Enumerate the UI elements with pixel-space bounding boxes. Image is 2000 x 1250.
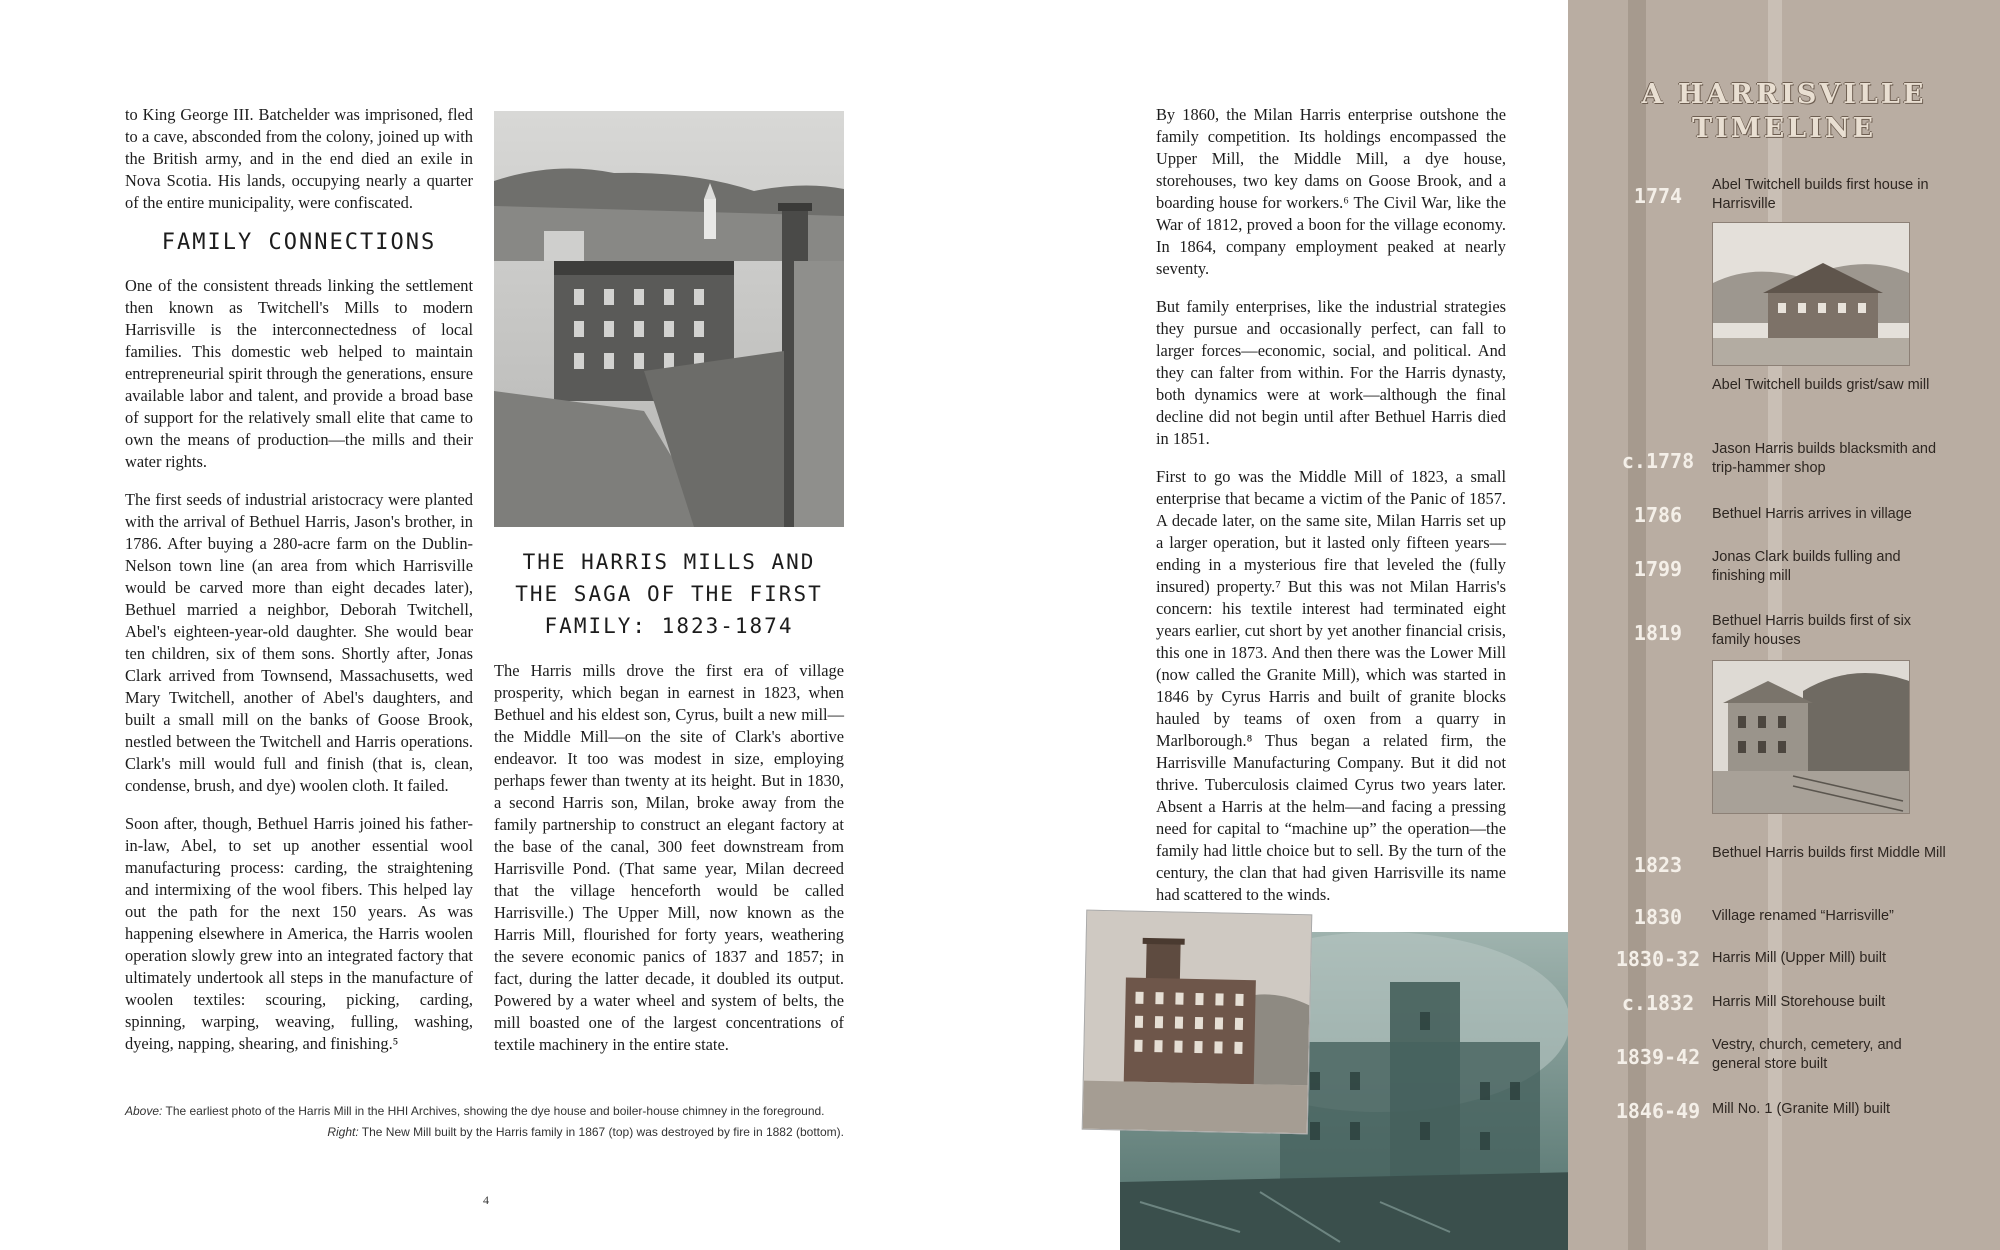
- harris-house-illustration: [1713, 661, 1909, 813]
- left-column-2: [494, 546, 844, 1072]
- new-mill-photo-illustration: [1083, 911, 1312, 1134]
- caption-above-label: Above:: [125, 1104, 163, 1118]
- paragraph: The Harris mills drove the first era of village prosperity, which began in earnest in 1823, when Bethuel and his eldest son, Cyrus, built a new mill—the Middle Mill—on the site of Clark's abortive endeavor. It too was modest in size, employing perhaps fewer than twenty at its height. But in 1830, a second Harris son, Milan, broke away from the family partnership to construct an elegant factory at the base of the canal, 300 feet downstream from Harrisville Pond. (That same year, Milan decreed that the village henceforth would be called Harrisville.) The Upper Mill, now known as the Harris Mill, flourished for forty years, weathering the severe economic panics of 1837 and 1857; in fact, during the latter decade, it doubled its output. Powered by a water wheel and system of belts, the mill boasted one of the largest concentrations of textile machinery in the entire state.: [494, 661, 844, 1054]
- timeline-sidebar: [1568, 0, 2000, 1250]
- harris-mill-photo-illustration: [494, 111, 844, 527]
- timeline-description: Bethuel Harris builds first of six family houses: [1712, 613, 1912, 648]
- paragraph: to King George III. Batchelder was imprisoned, fled to a cave, absconded from the colony, joined up with the British army, and in the end died an exile in Nova Scotia. His lands, occupying nearly a quarter of the entire municipality, were confiscated.: [125, 105, 473, 212]
- harris-house-photo: [1712, 660, 1910, 814]
- timeline-year: 1830: [1633, 905, 1683, 929]
- timeline-description: Mill No. 1 (Granite Mill) built: [1712, 1101, 1891, 1117]
- timeline-description: Bethuel Harris arrives in village: [1712, 506, 1912, 522]
- timeline-description: Abel Twitchell builds grist/saw mill: [1712, 377, 1930, 393]
- timeline-year: 1774: [1633, 184, 1683, 208]
- timeline-description: Harris Mill Storehouse built: [1712, 994, 1886, 1010]
- paragraph: The first seeds of industrial aristocracy were planted with the arrival of Bethuel Harris, Jason's brother, in 1786. After buying a 280-acre farm on the Dublin-Nelson town line (an area from which Harrisville would be carved more than eight decades later), Bethuel married a neighbor, Deborah Twitchell, Abel's eighteen-year-old daughter. She would bear ten children, six of them sons. Shortly after, Jonas Clark arrived from Townsend, Massachusetts, wed Mary Twitchell, another of Abel's daughters, and built a small mill on the banks of Goose Brook, nestled between the Twitchell and Harris operations. Clark's mill would full and finish (that is, clean, condense, brush, and dye) woolen cloth. It failed.: [125, 490, 473, 795]
- timeline-year: 1799: [1633, 557, 1683, 581]
- timeline-description: Vestry, church, cemetery, and general store built: [1712, 1037, 1902, 1072]
- caption-right: [125, 1125, 844, 1139]
- paragraph: Soon after, though, Bethuel Harris joined his father-in-law, Abel, to set up another essential wool manufacturing process: carding, the straightening and intermixing of the wool fibers. This helped lay out the path for the next 150 years. As was happening elsewhere in America, the Harris woolen operation slowly grew into an integrated factory that ultimately undertook all steps in the manufacture of woolen textiles: scouring, picking, carding, spinning, warping, weaving, fulling, washing, dyeing, napping, shearing, and finishing.⁵: [125, 814, 473, 1053]
- timeline-year: 1819: [1633, 621, 1683, 645]
- caption-above: [125, 1104, 844, 1118]
- timeline-description: Jason Harris builds blacksmith and trip-hammer shop: [1712, 441, 1937, 476]
- timeline-title-line2: TIMELINE: [1691, 113, 1877, 144]
- right-column: [1156, 104, 1506, 922]
- left-column-1: [125, 104, 473, 1071]
- timeline-description: Village renamed “Harrisville”: [1712, 908, 1894, 924]
- twitchell-house-photo: [1712, 222, 1910, 366]
- harris-mill-photo: [494, 111, 844, 527]
- new-mill-photo: [1082, 910, 1313, 1135]
- timeline-year: c.1778: [1621, 449, 1695, 473]
- timeline-description: Abel Twitchell builds first house in Harrisville: [1712, 177, 1929, 212]
- caption-right-text: The New Mill built by the Harris family in 1867 (top) was destroyed by fire in 1882 (bottom).: [361, 1125, 844, 1139]
- timeline-year: 1839-42: [1615, 1045, 1701, 1069]
- paragraph: First to go was the Middle Mill of 1823, a small enterprise that became a victim of the Panic of 1857. A decade later, on the same site, Milan Harris set up a larger operation, but it lasted only fifteen years—ending in a mysterious fire that leveled the (fully insured) property.⁷ But this was not Milan Harris's concern: his textile interest had terminated eight years earlier, cut short by yet another financial crisis, this one in 1873. And then there was the Lower Mill (now called the Granite Mill), which was started in 1846 by Cyrus Harris and built of granite blocks hauled by teams of oxen from a quarry in Marlborough.⁸ Thus began a related firm, the Harrisville Manufacturing Company. But it did not thrive. Tuberculosis claimed Cyrus two years later. Absent a Harris at the helm—and facing a pressing need for capital to “machine up” the operation—the family had little choice but to sell. By the turn of the century, the clan that had given Harrisville its name had scattered to the winds.: [1156, 467, 1506, 904]
- section-heading-harris-mills: THE HARRIS MILLS AND THE SAGA OF THE FIRST FAMILY: 1823-1874: [515, 550, 823, 638]
- caption-above-text: The earliest photo of the Harris Mill in the HHI Archives, showing the dye house and boiler-house chimney in the foreground.: [165, 1104, 825, 1118]
- paragraph: One of the consistent threads linking the settlement then known as Twitchell's Mills to modern Harrisville is the interconnectedness of local families. This domestic web helped to maintain entrepreneurial spirit through the generations, ensure available labor and talent, and provide a broad base of support for the relatively small elite that came to own the means of production—the mills and their water rights.: [125, 276, 473, 471]
- caption-right-label: Right:: [327, 1125, 359, 1139]
- timeline-title-line1: A HARRISVILLE: [1641, 79, 1927, 110]
- timeline-year: 1823: [1633, 853, 1683, 877]
- timeline-year: c.1832: [1621, 991, 1695, 1015]
- timeline-year: 1786: [1633, 503, 1683, 527]
- page-number: 4: [483, 1193, 489, 1207]
- twitchell-house-illustration: [1713, 223, 1909, 365]
- timeline-description: Jonas Clark builds fulling and finishing mill: [1712, 549, 1901, 584]
- timeline-description: Harris Mill (Upper Mill) built: [1712, 950, 1887, 966]
- timeline-year: 1830-32: [1615, 947, 1701, 971]
- timeline-year: 1846-49: [1615, 1099, 1701, 1123]
- paragraph: But family enterprises, like the industrial strategies they pursue and occasionally perfect, can fall to larger forces—economic, social, and political. And they can falter from within. For the Harris dynasty, both dynamics were at work—although the final decline did not begin until after Bethuel Harris died in 1851.: [1156, 297, 1506, 448]
- timeline-title: [1568, 78, 2000, 146]
- paragraph: By 1860, the Milan Harris enterprise outshone the family competition. Its holdings encompassed the Upper Mill, the Middle Mill, a dye house, storehouses, two key dams on Goose Brook, and a boarding house for workers.⁶ The Civil War, like the War of 1812, proved a boon for the village economy. In 1864, company employment peaked at nearly seventy.: [1156, 105, 1506, 278]
- timeline-description: Bethuel Harris builds first Middle Mill: [1712, 845, 1946, 861]
- section-heading-family-connections: FAMILY CONNECTIONS: [161, 230, 437, 255]
